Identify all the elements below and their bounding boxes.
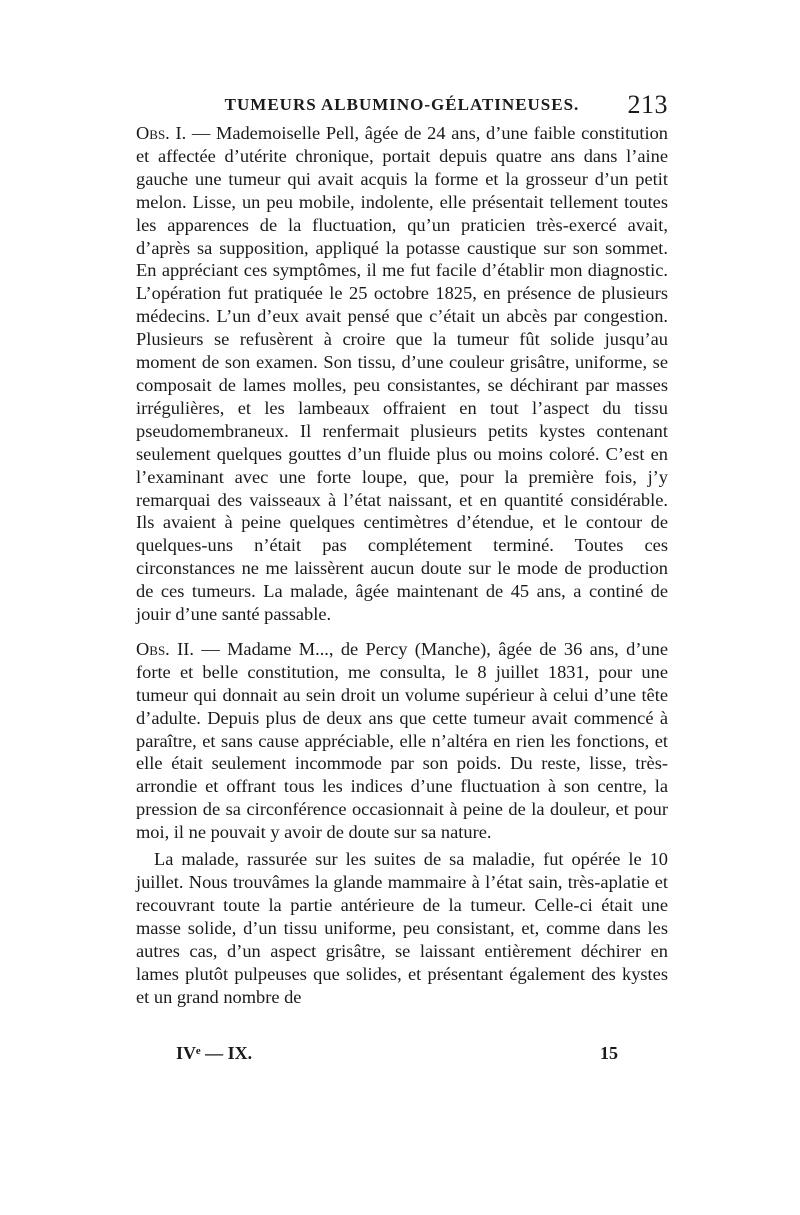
observation-1-paragraph (136, 122, 668, 626)
page-number: 213 (627, 90, 668, 119)
observation-2-text: — Madame M..., de Percy (Manche), âgée de 36 ans, d’une forte et belle constitution, me consulta, le 8 juillet 1831, pour une tumeur qui donnait au sein droit un volume supérieur à celui d’une tête d’adulte. Depuis plus de deux ans que cette tumeur avait commencé à paraître, et sans cause appréciable, elle n’altéra en rien les fonctions, et elle était seulement incommode par son poids. Du reste, lisse, très-arrondie et offrant tous les indices d’une fluctuation à son centre, la pression de sa circonférence occasionnait à peine de la douleur, et pour moi, il ne pouvait y avoir de doute sur sa nature. (136, 638, 668, 843)
book-page (136, 88, 668, 1178)
observation-2-continuation-paragraph: La malade, rassurée sur les suites de sa maladie, fut opérée le 10 juillet. Nous trouvâmes la glande mammaire à l’état sain, très-aplatie et recouvrant toute la partie antérieure de la tumeur. Celle-ci était une masse solide, d’un tissu uniforme, peu consistant, et, comme dans les autres cas, d’un aspect grisâtre, se laissant entièrement déchirer en lames plutôt pulpeuses que solides, et présentant également des kystes et un grand nombre de (136, 849, 668, 1007)
sheet-number: 15 (600, 1043, 618, 1063)
signature-mark: IVᵉ — IX. (176, 1043, 253, 1063)
running-head (136, 88, 668, 122)
observation-1-label: Obs. I. (136, 123, 187, 143)
observation-2-label: Obs. II. (136, 638, 194, 659)
running-title: TUMEURS ALBUMINO-GÉLATINEUSES. (224, 95, 580, 114)
observation-2-paragraph (136, 638, 668, 844)
observation-1-text: — Mademoiselle Pell, âgée de 24 ans, d’une faible constitution et affectée d’utérite chronique, portait depuis quatre ans dans l’aine gauche une tumeur qui avait acquis la forme et la grosseur d’un petit melon. Lisse, un peu mobile, indolente, elle présentait tellement toutes les apparences de la fluctuation, qu’un praticien très-exercé avait, d’après sa supposition, appliqué la potasse caustique sur son sommet. En appréciant ces symptômes, il me fut facile d’établir mon diagnostic. L’opération fut pratiquée le 25 octobre 1825, en présence de plusieurs médecins. L’un d’eux avait pensé que c’était un abcès par congestion. Plusieurs se refusèrent à croire que la tumeur fût solide jusqu’au moment de son examen. Son tissu, d’une couleur grisâtre, uniforme, se composait de lames molles, peu consistantes, se déchirant par masses irrégulières, et les lambeaux offraient en tout l’aspect du tissu pseudomembraneux. Il renfermait plusieurs petits kystes contenant seulement quelques gouttes d’un fluide plus ou moins coloré. C’est en l’examinant avec une forte loupe, que, pour la première fois, j’y remarquai des vaisseaux à l’état naissant, et en quantité considérable. Ils avaient à peine quelques centimètres d’étendue, et le contour de quelques-uns n’était pas complétement terminé. Toutes ces circonstances ne me laissèrent aucun doute sur le mode de production de ces tumeurs. La malade, âgée maintenant de 45 ans, a continé de jouir d’une santé passable. (136, 123, 668, 625)
body-text (136, 122, 668, 1008)
